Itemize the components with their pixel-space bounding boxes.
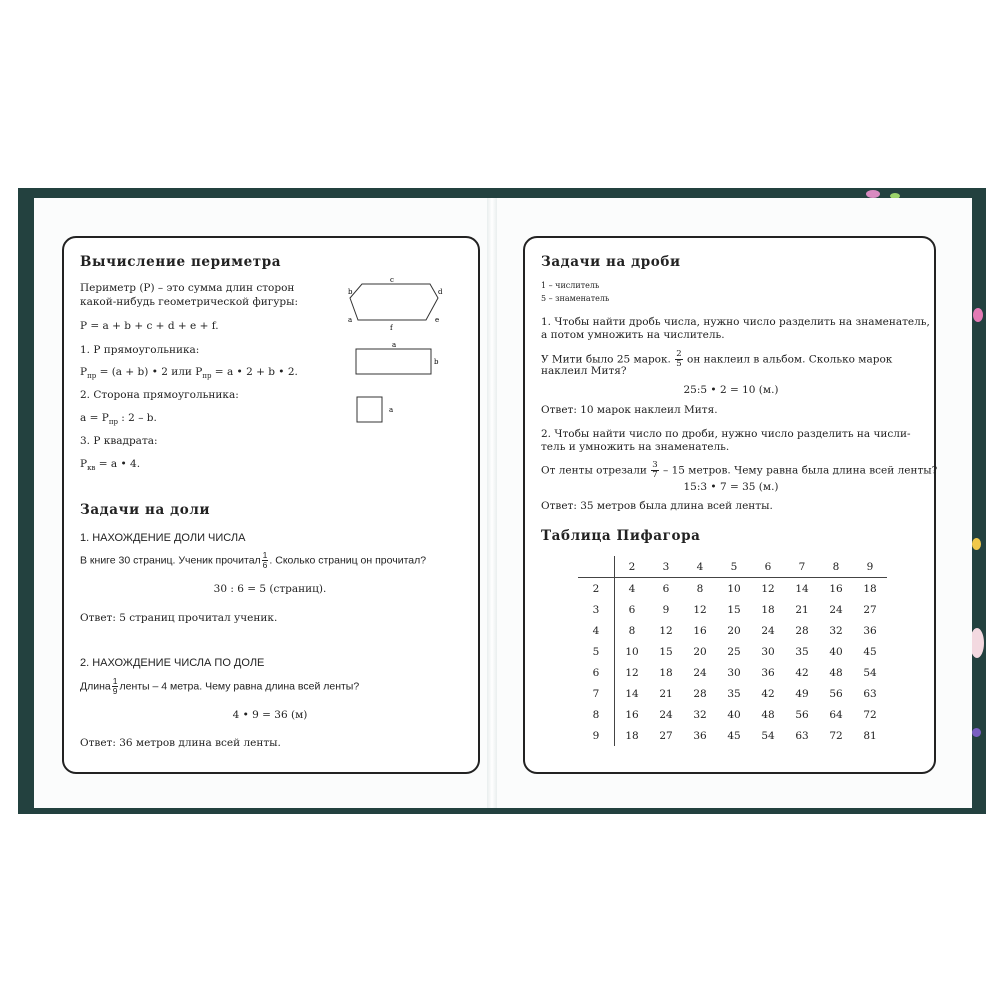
perimeter-definition-line1: Периметр (Р) – это сумма длин сторон xyxy=(80,282,295,294)
pythagoras-cell: 35 xyxy=(795,645,809,658)
pythagoras-corner-cell xyxy=(578,556,615,578)
fraction-rule2-line2: тель и умножить на знаменатель. xyxy=(541,441,730,453)
pythagoras-cell: 42 xyxy=(795,666,809,679)
pythagoras-cell: 18 xyxy=(863,582,877,595)
pythagoras-col-header: 8 xyxy=(819,556,853,578)
pythagoras-cell: 15 xyxy=(659,645,673,658)
hexagon-label-d: d xyxy=(438,288,443,296)
floral-decoration xyxy=(973,308,983,322)
pythagoras-cell: 54 xyxy=(863,666,877,679)
pythagoras-col-header: 2 xyxy=(615,556,650,578)
pythagoras-row xyxy=(578,704,887,725)
fraction-task1-line2: наклеил Митя? xyxy=(541,365,627,377)
pythagoras-row xyxy=(578,578,887,600)
pythagoras-col-header: 4 xyxy=(683,556,717,578)
floral-decoration xyxy=(970,628,984,658)
fractions-heading: Задачи на дроби xyxy=(541,254,681,270)
pythagoras-cell: 25 xyxy=(727,645,741,658)
pythagoras-cell: 9 xyxy=(662,603,670,616)
pythagoras-cell: 12 xyxy=(693,603,707,616)
floral-decoration xyxy=(972,728,981,737)
hexagon-label-f: f xyxy=(390,324,393,332)
pythagoras-cell: 30 xyxy=(727,666,741,679)
share-part2-calculation: 4 • 9 = 36 (м) xyxy=(232,709,308,721)
pythagoras-cell: 56 xyxy=(795,708,809,721)
pythagoras-cell: 6 xyxy=(662,582,670,595)
pythagoras-cell: 8 xyxy=(628,624,636,637)
pythagoras-cell: 81 xyxy=(863,729,877,742)
pythagoras-cell: 20 xyxy=(727,624,741,637)
book-gutter xyxy=(487,198,497,808)
pythagoras-cell: 35 xyxy=(727,687,741,700)
share-part1-task: В книге 30 страниц. Ученик прочитал $\frac{1}{6}$ . Сколько страниц он прочитал? xyxy=(80,550,427,570)
pythagoras-cell: 48 xyxy=(829,666,843,679)
pythagoras-cell: 24 xyxy=(761,624,775,637)
pythagoras-cell: 30 xyxy=(761,645,775,658)
pythagoras-cell: 40 xyxy=(727,708,741,721)
pythagoras-cell: 45 xyxy=(727,729,741,742)
fraction-task2: От ленты отрезали $\frac{3}{7}$ – 15 метров. Чему равна была длина всей ленты? xyxy=(541,460,938,480)
pythagoras-cell: 10 xyxy=(625,645,639,658)
pythagoras-cell: 18 xyxy=(625,729,639,742)
pythagoras-cell: 54 xyxy=(761,729,775,742)
hexagon-label-a: a xyxy=(348,316,353,324)
shares-heading: Задачи на доли xyxy=(80,502,211,518)
pythagoras-cell: 64 xyxy=(829,708,843,721)
fraction-rule1-line1: 1. Чтобы найти дробь числа, нужно число разделить на знаменатель, xyxy=(541,316,930,328)
fraction-task2-answer: Ответ: 35 метров была длина всей ленты. xyxy=(541,500,773,512)
pythagoras-cell: 20 xyxy=(693,645,707,658)
hexagon-label-c: c xyxy=(390,276,394,284)
hexagon-figure xyxy=(342,276,452,336)
fraction-task2-calculation: 15:3 • 7 = 35 (м.) xyxy=(683,481,779,493)
pythagoras-row-header: 8 xyxy=(578,704,615,725)
share-part1-calculation: 30 : 6 = 5 (страниц). xyxy=(213,583,327,595)
rectangle-shape xyxy=(356,349,431,374)
pythagoras-col-header: 9 xyxy=(853,556,887,578)
pythagoras-cell: 21 xyxy=(659,687,673,700)
pythagoras-cell: 42 xyxy=(761,687,775,700)
pythagoras-header-row xyxy=(578,556,887,578)
pythagoras-cell: 40 xyxy=(829,645,843,658)
fraction-task1-answer: Ответ: 10 марок наклеил Митя. xyxy=(541,404,718,416)
rectangle-perimeter-title: 1. Р прямоугольника: xyxy=(80,344,200,356)
rectangle-side-formula: $a = Р_{пр}$ : 2 – b. xyxy=(80,412,157,427)
perimeter-formula: Р = a + b + c + d + e + f. xyxy=(80,320,219,332)
fraction-task1-line1: У Мити было 25 марок. $\frac{2}{5}$ он наклеил в альбом. Сколько марок xyxy=(541,349,893,369)
pythagoras-cell: 36 xyxy=(693,729,707,742)
pythagoras-cell: 12 xyxy=(761,582,775,595)
square-perimeter-formula: $Р_{кв} = a$ • 4. xyxy=(80,458,141,473)
pythagoras-row-header: 3 xyxy=(578,599,615,620)
pythagoras-row xyxy=(578,599,887,620)
pythagoras-cell: 56 xyxy=(829,687,843,700)
hexagon-label-b: b xyxy=(348,288,353,296)
pythagoras-col-header: 7 xyxy=(785,556,819,578)
square-shape xyxy=(357,397,382,422)
share-part2-title: 2. НАХОЖДЕНИЕ ЧИСЛА ПО ДОЛЕ xyxy=(80,657,265,669)
fraction-rule2-line1: 2. Чтобы найти число по дроби, нужно число разделить на числи- xyxy=(541,428,911,440)
pythagoras-cell: 16 xyxy=(625,708,639,721)
rectangle-figure xyxy=(354,340,444,380)
pythagoras-cell: 36 xyxy=(761,666,775,679)
pythagoras-row xyxy=(578,662,887,683)
pythagoras-row xyxy=(578,641,887,662)
pythagoras-cell: 24 xyxy=(659,708,673,721)
pythagoras-row-header: 2 xyxy=(578,578,615,600)
pythagoras-table xyxy=(578,556,887,746)
share-part2-answer: Ответ: 36 метров длина всей ленты. xyxy=(80,737,281,749)
pythagoras-cell: 12 xyxy=(659,624,673,637)
pythagoras-cell: 4 xyxy=(628,582,636,595)
pythagoras-cell: 16 xyxy=(829,582,843,595)
pythagoras-row xyxy=(578,620,887,641)
pythagoras-cell: 24 xyxy=(693,666,707,679)
share-part2-task: Длина $\frac{1}{9}$ ленты – 4 метра. Чему равна длина всей ленты? xyxy=(80,676,360,696)
perimeter-definition-line2: какой-нибудь геометрической фигуры: xyxy=(80,296,298,308)
pythagoras-cell: 8 xyxy=(696,582,704,595)
floral-decoration xyxy=(972,538,981,550)
fraction-rule1-line2: а потом умножить на числитель. xyxy=(541,329,725,341)
pythagoras-cell: 27 xyxy=(863,603,877,616)
pythagoras-col-header: 5 xyxy=(717,556,751,578)
pythagoras-cell: 28 xyxy=(693,687,707,700)
pythagoras-row-header: 7 xyxy=(578,683,615,704)
pythagoras-cell: 12 xyxy=(625,666,639,679)
pythagoras-cell: 36 xyxy=(863,624,877,637)
pythagoras-cell: 14 xyxy=(625,687,639,700)
pythagoras-cell: 14 xyxy=(795,582,809,595)
pythagoras-cell: 10 xyxy=(727,582,741,595)
pythagoras-cell: 32 xyxy=(693,708,707,721)
pythagoras-cell: 32 xyxy=(829,624,843,637)
pythagoras-col-header: 6 xyxy=(751,556,785,578)
pythagoras-row-header: 5 xyxy=(578,641,615,662)
pythagoras-cell: 18 xyxy=(659,666,673,679)
pythagoras-cell: 27 xyxy=(659,729,673,742)
rectangle-perimeter-formula: $Р_{пр} = (a + b)$ • 2 или $Р_{пр} = a$ • 2 + b • 2. xyxy=(80,366,298,381)
pythagoras-cell: 63 xyxy=(795,729,809,742)
pythagoras-cell: 28 xyxy=(795,624,809,637)
pythagoras-col-header: 3 xyxy=(649,556,683,578)
hexagon-label-e: e xyxy=(435,316,440,324)
pythagoras-heading: Таблица Пифагора xyxy=(541,528,701,544)
rectangle-label-a: a xyxy=(392,341,397,349)
pythagoras-cell: 6 xyxy=(628,603,636,616)
square-perimeter-title: 3. Р квадрата: xyxy=(80,435,158,447)
pythagoras-cell: 15 xyxy=(727,603,741,616)
pythagoras-cell: 72 xyxy=(829,729,843,742)
square-figure xyxy=(355,395,405,427)
pythagoras-row-header: 9 xyxy=(578,725,615,746)
pythagoras-cell: 72 xyxy=(863,708,877,721)
rectangle-label-b: b xyxy=(434,358,439,366)
pythagoras-row xyxy=(578,725,887,746)
pythagoras-row-header: 4 xyxy=(578,620,615,641)
square-label-a: a xyxy=(389,406,394,414)
fraction-task1-calculation: 25:5 • 2 = 10 (м.) xyxy=(683,384,779,396)
pythagoras-cell: 48 xyxy=(761,708,775,721)
pythagoras-cell: 49 xyxy=(795,687,809,700)
pythagoras-cell: 45 xyxy=(863,645,877,658)
rectangle-side-title: 2. Сторона прямоугольника: xyxy=(80,389,239,401)
pythagoras-cell: 63 xyxy=(863,687,877,700)
share-part1-answer: Ответ: 5 страниц прочитал ученик. xyxy=(80,612,278,624)
pythagoras-cell: 16 xyxy=(693,624,707,637)
pythagoras-cell: 18 xyxy=(761,603,775,616)
pythagoras-row xyxy=(578,683,887,704)
pythagoras-row-header: 6 xyxy=(578,662,615,683)
pythagoras-cell: 21 xyxy=(795,603,809,616)
hexagon-shape xyxy=(350,284,438,320)
legend-numerator: 1 – числитель xyxy=(541,281,600,290)
share-part1-title: 1. НАХОЖДЕНИЕ ДОЛИ ЧИСЛА xyxy=(80,532,246,544)
perimeter-heading: Вычисление периметра xyxy=(80,254,282,270)
legend-denominator: 5 – знаменатель xyxy=(541,294,610,303)
floral-decoration xyxy=(866,190,880,198)
pythagoras-cell: 24 xyxy=(829,603,843,616)
